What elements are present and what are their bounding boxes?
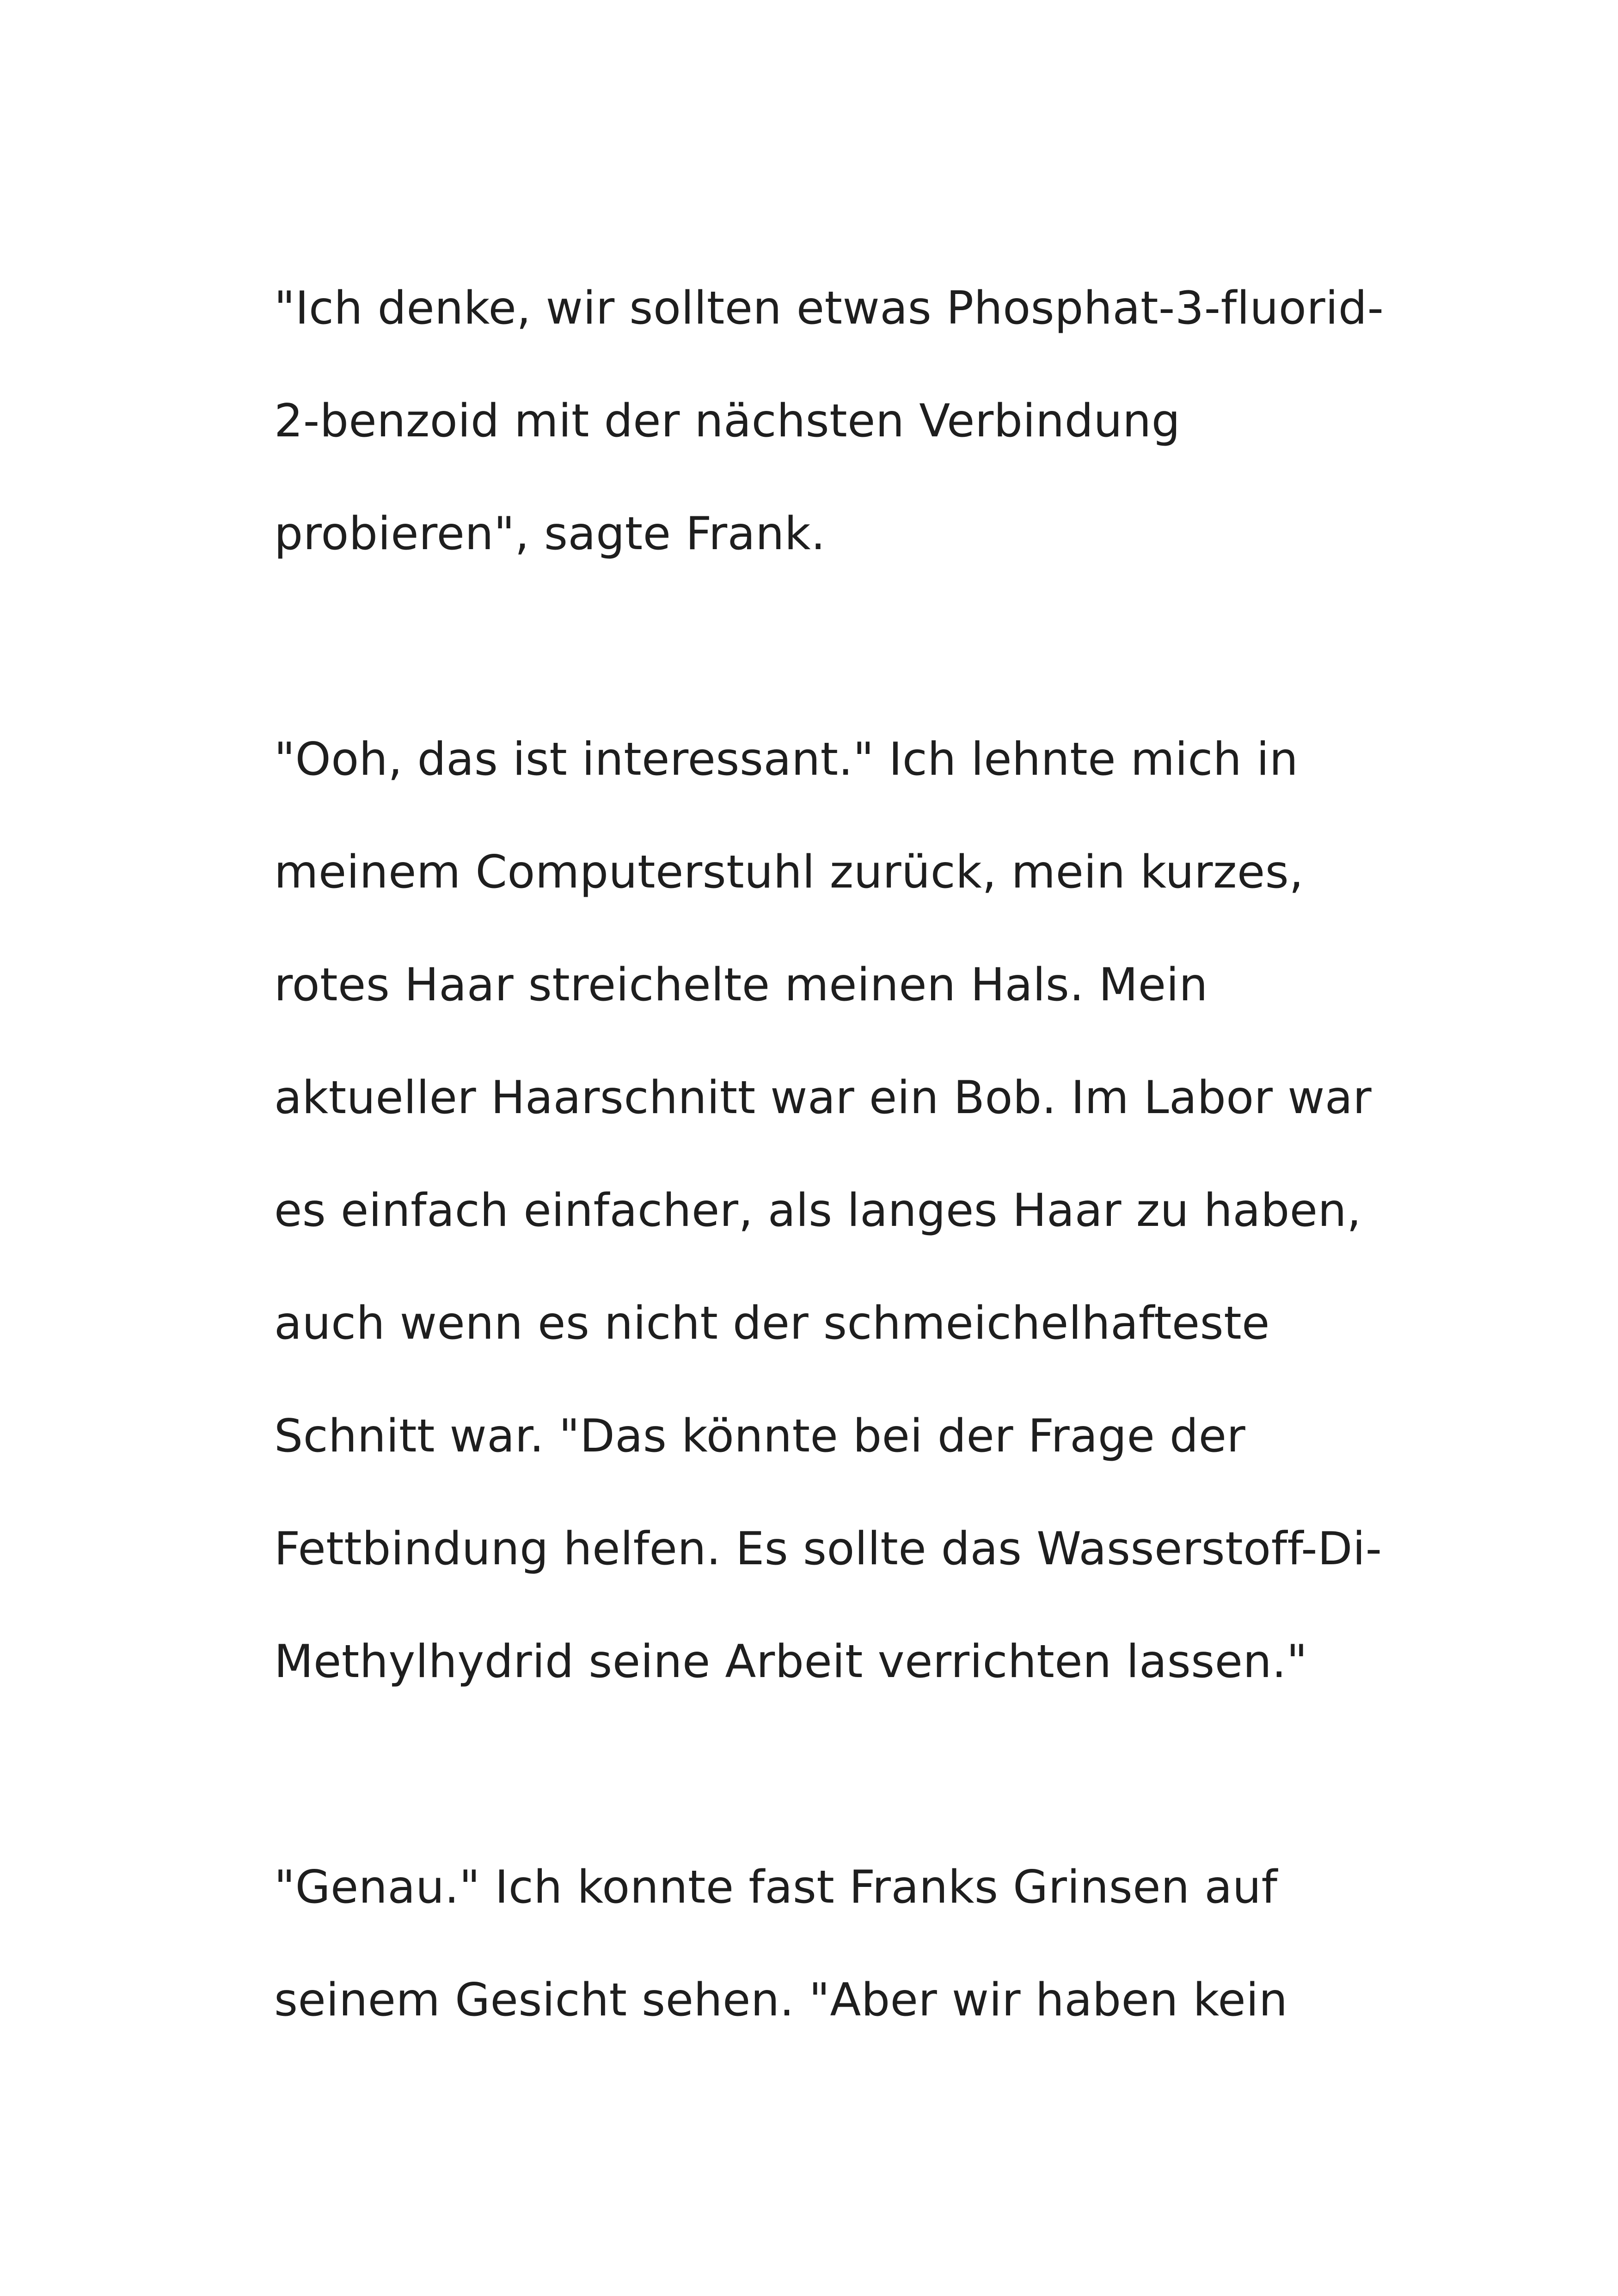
paragraph-1-line-1: "Ich denke, wir sollten etwas Phosphat-3-fluorid- bbox=[274, 282, 1384, 335]
paragraph-2-line-3: rotes Haar streichelte meinen Hals. Mein bbox=[274, 959, 1208, 1011]
paragraph-2-line-9: Methylhydrid seine Arbeit verrichten lassen." bbox=[274, 1635, 1308, 1688]
paragraph-2-line-1: "Ooh, das ist interessant." Ich lehnte mich in bbox=[274, 733, 1299, 786]
paragraph-2-line-2: meinem Computerstuhl zurück, mein kurzes, bbox=[274, 846, 1304, 899]
paragraph-2-line-5: es einfach einfacher, als langes Haar zu haben, bbox=[274, 1184, 1361, 1237]
paragraph-1-line-3: probieren", sagte Frank. bbox=[274, 508, 826, 560]
paragraph-1-line-2: 2-benzoid mit der nächsten Verbindung bbox=[274, 395, 1181, 447]
paragraph-3-line-2: seinem Gesicht sehen. "Aber wir haben kein bbox=[274, 1974, 1288, 2027]
paragraph-2-line-7: Schnitt war. "Das könnte bei der Frage der bbox=[274, 1410, 1246, 1463]
paragraph-3-line-1: "Genau." Ich konnte fast Franks Grinsen auf bbox=[274, 1861, 1278, 1914]
paragraph-2-line-8: Fettbindung helfen. Es sollte das Wasserstoff-Di- bbox=[274, 1523, 1382, 1575]
paragraph-2-line-4: aktueller Haarschnitt war ein Bob. Im Labor war bbox=[274, 1071, 1372, 1124]
paragraph-2-line-6: auch wenn es nicht der schmeichelhafteste bbox=[274, 1297, 1270, 1350]
